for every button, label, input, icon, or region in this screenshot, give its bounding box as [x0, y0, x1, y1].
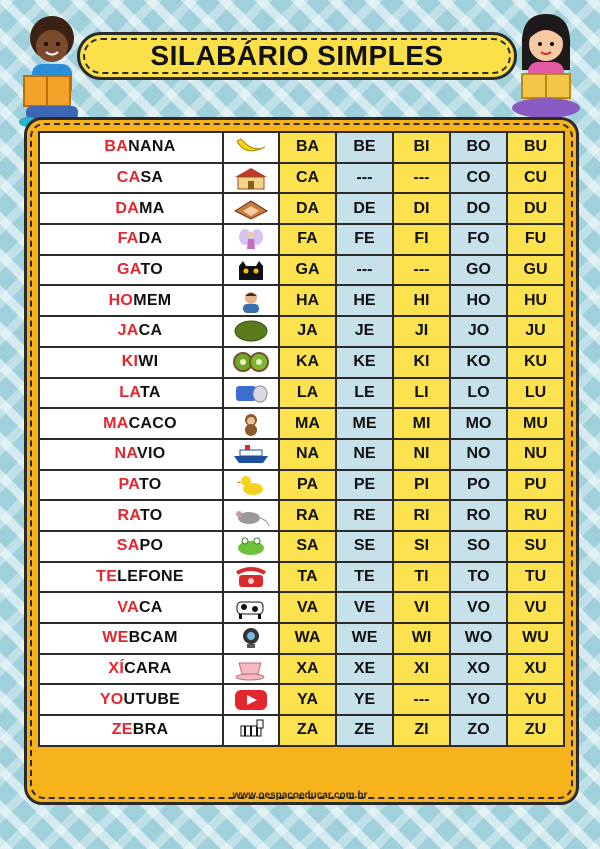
syllable-cell: RO [450, 500, 507, 531]
word-cell [39, 654, 223, 685]
syllable-cell: TU [507, 562, 564, 593]
word-highlight-syllable: LA [119, 383, 140, 401]
checkerboard-icon [231, 200, 271, 217]
table-row [39, 347, 564, 378]
picture-cell [223, 408, 279, 439]
syllable-cell: BU [507, 132, 564, 163]
word-highlight-syllable: PA [118, 475, 139, 493]
picture-cell [223, 285, 279, 316]
syllable-cell: MA [279, 408, 336, 439]
picture-cell [223, 316, 279, 347]
picture-cell [223, 684, 279, 715]
syllable-cell: HU [507, 285, 564, 316]
syllable-cell: YU [507, 684, 564, 715]
word-highlight-syllable: NA [114, 445, 138, 463]
word-cell [39, 408, 223, 439]
word-rest: TA [140, 383, 161, 401]
table-row [39, 408, 564, 439]
syllable-cell: DA [279, 193, 336, 224]
syllable-cell: TE [336, 562, 393, 593]
word-highlight-syllable: FA [117, 230, 139, 248]
syllable-cell: --- [336, 255, 393, 286]
duck-icon [231, 476, 271, 493]
syllable-cell: HO [450, 285, 507, 316]
syllable-cell: ZI [393, 715, 450, 746]
syllable-cell: XA [279, 654, 336, 685]
syllable-cell: NI [393, 439, 450, 470]
syllable-cell: FA [279, 224, 336, 255]
word-highlight-syllable: GA [117, 261, 141, 279]
house-icon [231, 169, 271, 186]
syllable-cell: PE [336, 470, 393, 501]
syllable-cell: GO [450, 255, 507, 286]
syllable-cell: JA [279, 316, 336, 347]
syllable-cell: SI [393, 531, 450, 562]
word-rest: TO [140, 506, 163, 524]
syllable-cell: WE [336, 623, 393, 654]
syllable-cell: LO [450, 378, 507, 409]
table-row [39, 439, 564, 470]
table-row [39, 193, 564, 224]
word-cell [39, 715, 223, 746]
page-title: SILABÁRIO SIMPLES [150, 40, 444, 71]
word-highlight-syllable: XÍ [108, 660, 125, 678]
syllable-cell: YA [279, 684, 336, 715]
man-icon [231, 292, 271, 309]
table-row [39, 500, 564, 531]
teacup-icon [231, 660, 271, 677]
word-rest: VIO [137, 445, 166, 463]
word-cell [39, 470, 223, 501]
syllable-cell: FO [450, 224, 507, 255]
syllable-cell: SO [450, 531, 507, 562]
syllable-cell: DE [336, 193, 393, 224]
banana-icon [231, 139, 271, 156]
syllable-cell: JO [450, 316, 507, 347]
word-rest: CA [138, 598, 163, 616]
syllable-cell: JE [336, 316, 393, 347]
word-highlight-syllable: WE [102, 629, 129, 647]
syllable-cell: CO [450, 163, 507, 194]
word-cell [39, 132, 223, 163]
syllable-table [38, 131, 565, 747]
syllable-cell: WU [507, 623, 564, 654]
syllable-cell: GU [507, 255, 564, 286]
picture-cell [223, 715, 279, 746]
syllable-cell: LU [507, 378, 564, 409]
word-highlight-syllable: SA [116, 537, 140, 555]
syllable-cell: --- [393, 163, 450, 194]
syllable-cell: HE [336, 285, 393, 316]
webcam-icon [231, 630, 271, 647]
word-rest: UTUBE [123, 690, 181, 708]
syllable-cell: --- [393, 255, 450, 286]
syllable-cell: DO [450, 193, 507, 224]
word-cell [39, 623, 223, 654]
girl-reading-illustration [508, 8, 584, 124]
syllable-cell: BA [279, 132, 336, 163]
syllable-cell: FE [336, 224, 393, 255]
syllable-cell: XI [393, 654, 450, 685]
syllable-cell: RA [279, 500, 336, 531]
syllable-cell: WA [279, 623, 336, 654]
syllable-cell: LI [393, 378, 450, 409]
frog-icon [231, 538, 271, 555]
syllable-cell: KA [279, 347, 336, 378]
syllable-cell: MI [393, 408, 450, 439]
picture-cell [223, 531, 279, 562]
word-highlight-syllable: RA [117, 506, 140, 524]
telephone-icon [231, 568, 271, 585]
picture-cell [223, 224, 279, 255]
word-cell [39, 439, 223, 470]
word-cell [39, 684, 223, 715]
word-cell [39, 193, 223, 224]
syllable-cell: KU [507, 347, 564, 378]
picture-cell [223, 439, 279, 470]
monkey-icon [231, 415, 271, 432]
syllable-cell: VI [393, 592, 450, 623]
word-highlight-syllable: KI [121, 353, 139, 371]
table-row [39, 684, 564, 715]
word-highlight-syllable: BA [104, 138, 129, 156]
syllable-cell: SU [507, 531, 564, 562]
word-rest: TO [138, 475, 162, 493]
word-highlight-syllable: VA [117, 598, 139, 616]
word-cell [39, 316, 223, 347]
syllable-cell: KI [393, 347, 450, 378]
jackfruit-icon [231, 323, 271, 340]
fairy-icon [231, 231, 271, 248]
word-cell [39, 224, 223, 255]
syllable-cell: SA [279, 531, 336, 562]
picture-cell [223, 347, 279, 378]
picture-cell [223, 562, 279, 593]
syllable-cell: XE [336, 654, 393, 685]
table-row [39, 316, 564, 347]
syllable-cell: WO [450, 623, 507, 654]
word-rest: CA [138, 322, 163, 340]
syllable-cell: TI [393, 562, 450, 593]
word-highlight-syllable: DA [115, 199, 140, 217]
syllable-cell: LE [336, 378, 393, 409]
word-cell [39, 347, 223, 378]
word-highlight-syllable: ZE [111, 721, 133, 739]
syllable-cell: FU [507, 224, 564, 255]
table-row [39, 623, 564, 654]
syllable-cell: NO [450, 439, 507, 470]
youtube-icon [231, 691, 271, 708]
word-highlight-syllable: MA [103, 414, 129, 432]
syllable-cell: NE [336, 439, 393, 470]
syllable-cell: GA [279, 255, 336, 286]
table-row [39, 592, 564, 623]
picture-cell [223, 193, 279, 224]
syllable-cell: HI [393, 285, 450, 316]
word-rest: SA [140, 169, 164, 187]
syllable-cell: BI [393, 132, 450, 163]
cow-icon [231, 599, 271, 616]
syllable-cell: FI [393, 224, 450, 255]
picture-cell [223, 500, 279, 531]
picture-cell [223, 378, 279, 409]
can-icon [231, 384, 271, 401]
word-highlight-syllable: JA [117, 322, 139, 340]
word-highlight-syllable: YO [99, 690, 124, 708]
table-row [39, 163, 564, 194]
syllable-cell: PA [279, 470, 336, 501]
picture-cell [223, 132, 279, 163]
table-row [39, 132, 564, 163]
table-row [39, 654, 564, 685]
syllable-cell: VU [507, 592, 564, 623]
picture-cell [223, 470, 279, 501]
syllable-cell: TO [450, 562, 507, 593]
word-rest: PO [139, 537, 164, 555]
syllable-cell: PO [450, 470, 507, 501]
word-cell [39, 500, 223, 531]
syllable-cell: VO [450, 592, 507, 623]
word-rest: NANA [128, 138, 176, 156]
syllable-cell: RU [507, 500, 564, 531]
syllable-cell: PI [393, 470, 450, 501]
kiwi-icon [231, 353, 271, 370]
syllable-cell: CA [279, 163, 336, 194]
table-row [39, 224, 564, 255]
word-rest: BCAM [128, 629, 178, 647]
syllable-cell: --- [336, 163, 393, 194]
syllable-cell: VE [336, 592, 393, 623]
syllable-cell: KO [450, 347, 507, 378]
table-row [39, 255, 564, 286]
syllable-cell: NA [279, 439, 336, 470]
syllable-cell: SE [336, 531, 393, 562]
word-highlight-syllable: HO [108, 291, 134, 309]
table-row [39, 285, 564, 316]
table-row [39, 470, 564, 501]
syllable-cell: ZA [279, 715, 336, 746]
footer-url: www.oespacoeducar.com.br [232, 790, 368, 801]
table-row [39, 378, 564, 409]
syllable-cell: RI [393, 500, 450, 531]
rat-icon [231, 507, 271, 524]
syllable-cell: XO [450, 654, 507, 685]
word-cell [39, 255, 223, 286]
syllable-cell: ZO [450, 715, 507, 746]
syllable-cell: HA [279, 285, 336, 316]
word-cell [39, 531, 223, 562]
syllable-cell: YO [450, 684, 507, 715]
word-highlight-syllable: TE [96, 567, 118, 585]
table-row [39, 531, 564, 562]
word-rest: MA [139, 199, 165, 217]
picture-cell [223, 255, 279, 286]
syllable-cell: NU [507, 439, 564, 470]
table-row [39, 715, 564, 746]
word-cell [39, 562, 223, 593]
ship-icon [231, 445, 271, 462]
word-rest: CARA [124, 660, 172, 678]
syllable-cell: BO [450, 132, 507, 163]
cat-icon [231, 261, 271, 278]
picture-cell [223, 654, 279, 685]
picture-cell [223, 623, 279, 654]
syllable-cell: JU [507, 316, 564, 347]
syllable-cell: RE [336, 500, 393, 531]
syllable-cell: JI [393, 316, 450, 347]
word-cell [39, 163, 223, 194]
word-rest: TO [140, 261, 163, 279]
syllable-cell: DU [507, 193, 564, 224]
picture-cell [223, 163, 279, 194]
syllable-cell: YE [336, 684, 393, 715]
syllable-table-body [39, 132, 564, 746]
syllable-cell: VA [279, 592, 336, 623]
syllable-cell: ZE [336, 715, 393, 746]
zebra-icon [231, 722, 271, 739]
syllable-cell: LA [279, 378, 336, 409]
word-rest: DA [138, 230, 163, 248]
word-rest: CACO [128, 414, 177, 432]
title-banner [77, 32, 517, 80]
syllable-cell: CU [507, 163, 564, 194]
word-cell [39, 592, 223, 623]
word-rest: WI [138, 353, 159, 371]
word-rest: MEM [133, 291, 172, 309]
word-highlight-syllable: CA [116, 169, 141, 187]
syllable-cell: XU [507, 654, 564, 685]
syllable-cell: MU [507, 408, 564, 439]
word-rest: LEFONE [117, 567, 184, 585]
syllable-cell: ME [336, 408, 393, 439]
syllable-cell: PU [507, 470, 564, 501]
syllable-cell: WI [393, 623, 450, 654]
syllable-cell: KE [336, 347, 393, 378]
syllable-cell: TA [279, 562, 336, 593]
syllable-cell: BE [336, 132, 393, 163]
word-rest: BRA [132, 721, 169, 739]
picture-cell [223, 592, 279, 623]
syllable-cell: ZU [507, 715, 564, 746]
syllable-cell: DI [393, 193, 450, 224]
word-cell [39, 285, 223, 316]
boy-reading-illustration [14, 8, 86, 128]
syllable-cell: MO [450, 408, 507, 439]
word-cell [39, 378, 223, 409]
table-row [39, 562, 564, 593]
syllable-cell: --- [393, 684, 450, 715]
